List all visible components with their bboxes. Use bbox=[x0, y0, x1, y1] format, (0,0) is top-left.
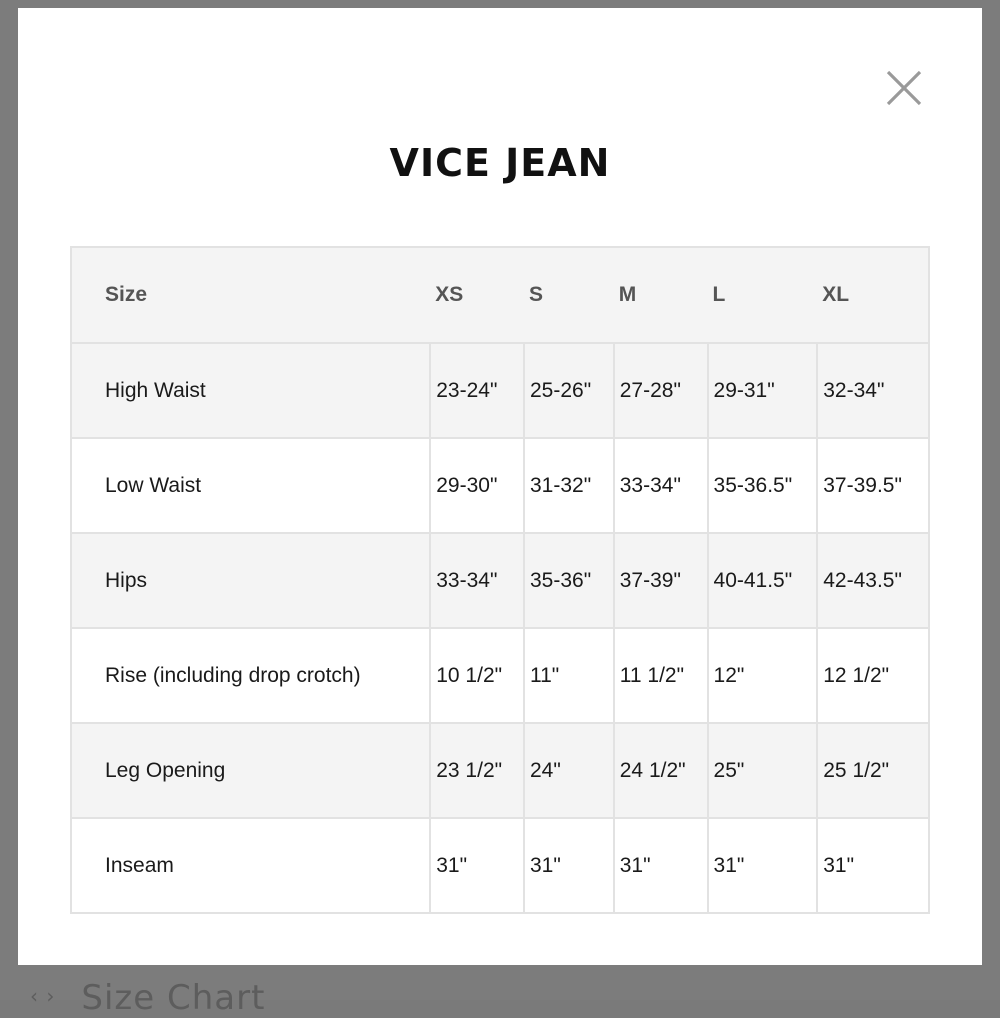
table-cell: 31" bbox=[614, 818, 708, 913]
table-cell: 10 1/2" bbox=[430, 628, 524, 723]
table-cell: 24 1/2" bbox=[614, 723, 708, 818]
header-cell: Size bbox=[71, 247, 430, 343]
size-chart-modal bbox=[18, 8, 982, 965]
table-cell: 27-28" bbox=[614, 343, 708, 438]
table-cell: 31" bbox=[524, 818, 614, 913]
table-cell: 25-26" bbox=[524, 343, 614, 438]
table-row bbox=[71, 533, 929, 628]
table-cell: 29-31" bbox=[708, 343, 818, 438]
header-cell: XL bbox=[817, 247, 929, 343]
size-chart-link[interactable] bbox=[30, 978, 265, 1018]
header-cell: L bbox=[708, 247, 818, 343]
table-row bbox=[71, 723, 929, 818]
row-label: Rise (including drop crotch) bbox=[71, 628, 430, 723]
table-cell: 37-39.5" bbox=[817, 438, 929, 533]
table-row bbox=[71, 628, 929, 723]
row-label: Low Waist bbox=[71, 438, 430, 533]
table-cell: 37-39" bbox=[614, 533, 708, 628]
table-cell: 40-41.5" bbox=[708, 533, 818, 628]
table-cell: 11" bbox=[524, 628, 614, 723]
nav-arrows-icon: ‹ › bbox=[30, 984, 56, 1008]
row-label: Hips bbox=[71, 533, 430, 628]
table-cell: 25" bbox=[708, 723, 818, 818]
table-cell: 12" bbox=[708, 628, 818, 723]
modal-title: VICE JEAN bbox=[389, 141, 611, 185]
size-table bbox=[70, 246, 930, 914]
close-icon bbox=[884, 68, 924, 108]
table-cell: 23 1/2" bbox=[430, 723, 524, 818]
table-cell: 31" bbox=[817, 818, 929, 913]
table-row bbox=[71, 343, 929, 438]
size-chart-label: Size Chart bbox=[81, 978, 266, 1018]
table-cell: 31" bbox=[430, 818, 524, 913]
table-cell: 29-30" bbox=[430, 438, 524, 533]
table-cell: 23-24" bbox=[430, 343, 524, 438]
table-cell: 11 1/2" bbox=[614, 628, 708, 723]
table-cell: 25 1/2" bbox=[817, 723, 929, 818]
table-cell: 35-36.5" bbox=[708, 438, 818, 533]
table-cell: 35-36" bbox=[524, 533, 614, 628]
header-cell: M bbox=[614, 247, 708, 343]
table-cell: 32-34" bbox=[817, 343, 929, 438]
table-cell: 24" bbox=[524, 723, 614, 818]
header-cell: XS bbox=[430, 247, 524, 343]
table-cell: 33-34" bbox=[430, 533, 524, 628]
table-header-row bbox=[71, 247, 929, 343]
table-cell: 31" bbox=[708, 818, 818, 913]
close-button[interactable] bbox=[884, 68, 924, 108]
table-cell: 31-32" bbox=[524, 438, 614, 533]
row-label: Inseam bbox=[71, 818, 430, 913]
row-label: Leg Opening bbox=[71, 723, 430, 818]
table-row bbox=[71, 438, 929, 533]
row-label: High Waist bbox=[71, 343, 430, 438]
table-cell: 12 1/2" bbox=[817, 628, 929, 723]
header-cell: S bbox=[524, 247, 614, 343]
table-row bbox=[71, 818, 929, 913]
table-cell: 33-34" bbox=[614, 438, 708, 533]
table-cell: 42-43.5" bbox=[817, 533, 929, 628]
